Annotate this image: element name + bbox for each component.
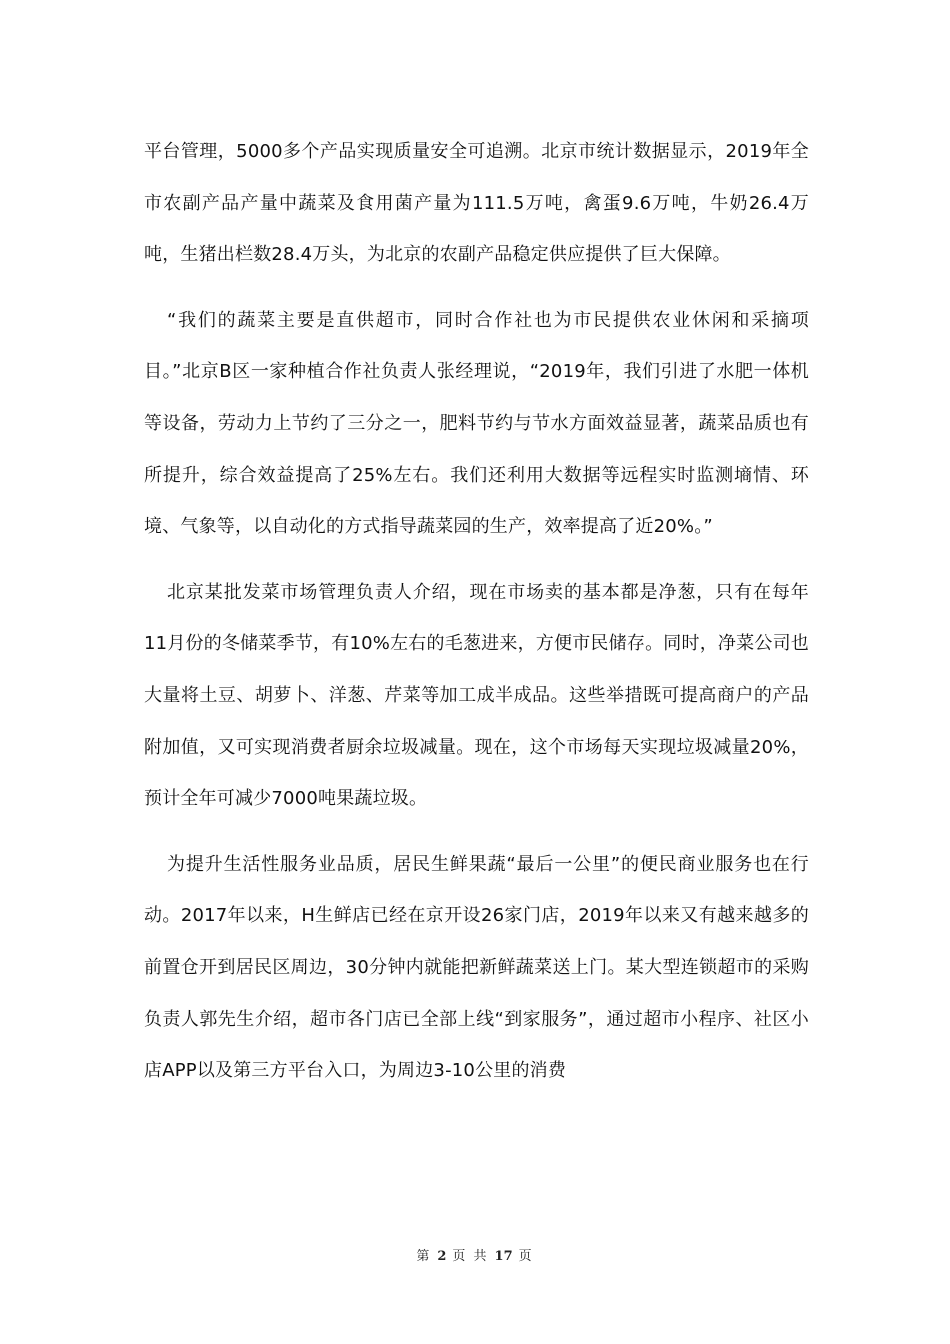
paragraph-3: 北京某批发菜市场管理负责人介绍，现在市场卖的基本都是净葱，只有在每年11月份的冬储菜季节，有10%左右的毛葱进来，方便市民储存。同时，净菜公司也大量将土豆、胡萝卜、洋葱、芹菜等加工成半成品。这些举措既可提高商户的产品附加值，又可实现消费者厨余垃圾减量。现在，这个市场每天实现垃圾减量20%，预计全年可减少7000吨果蔬垃圾。 (144, 581, 809, 810)
footer-middle: 页 共 (452, 1249, 489, 1264)
page-footer (0, 1245, 950, 1264)
footer-suffix: 页 (518, 1249, 534, 1264)
footer-prefix: 第 (416, 1249, 432, 1264)
document-body (144, 126, 809, 1097)
paragraph-4: 为提升生活性服务业品质，居民生鲜果蔬“最后一公里”的便民商业服务也在行动。2017年以来，H生鲜店已经在京开设26家门店，2019年以来又有越来越多的前置仓开到居民区周边，30分钟内就能把新鲜蔬菜送上门。某大型连锁超市的采购负责人郭先生介绍，超市各门店已全部上线“到家服务”，通过超市小程序、社区小店APP以及第三方平台入口，为周边3-10公里的消费 (144, 853, 809, 1082)
footer-total-pages: 17 (494, 1249, 513, 1264)
paragraph-1: 平台管理，5000多个产品实现质量安全可追溯。北京市统计数据显示，2019年全市农副产品产量中蔬菜及食用菌产量为111.5万吨，禽蛋9.6万吨，牛奶26.4万吨，生猪出栏数28.4万头，为北京的农副产品稳定供应提供了巨大保障。 (144, 141, 809, 266)
footer-current-page: 2 (437, 1249, 447, 1264)
paragraph-2: “我们的蔬菜主要是直供超市，同时合作社也为市民提供农业休闲和采摘项目。”北京B区一家种植合作社负责人张经理说，“2019年，我们引进了水肥一体机等设备，劳动力上节约了三分之一，肥料节约与节水方面效益显著，蔬菜品质也有所提升，综合效益提高了25%左右。我们还利用大数据等远程实时监测墒情、环境、气象等，以自动化的方式指导蔬菜园的生产，效率提高了近20%。” (144, 309, 809, 538)
